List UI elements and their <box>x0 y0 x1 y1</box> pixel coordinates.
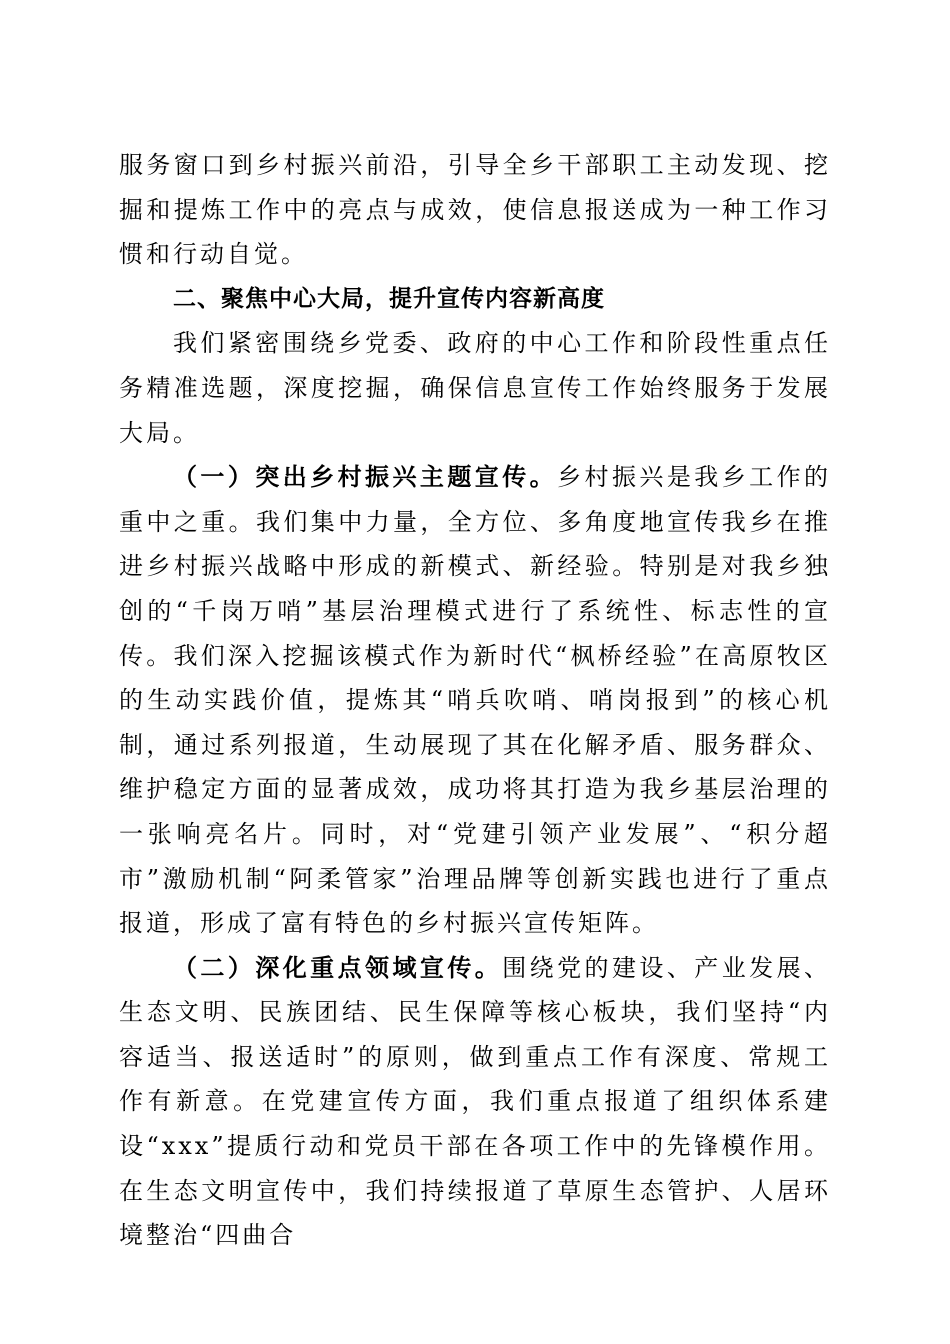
paragraph-text-1: 乡村振兴是我乡工作的重中之重。我们集中力量，全方位、多角度地宣传我乡在推进乡村振兴战略中形成的新模式、新经验。特别是对我乡独创的“千岗万哨”基层治理模式进行了系统性、标志性的宣传。我们深入挖掘该模式作为新时代“枫桥经验”在高原牧区的生动实践价值，提炼其“哨兵吹哨、哨岗报到”的核心机制，通过系列报道，生动展现了其在化解矛盾、服务群众、维护稳定方面的显著成效，成功将其打造为我乡基层治理的一张响亮名片。同时，对“党建引领产业发展”、“积分超市”激励机制“阿柔管家”治理品牌等创新实践也进行了重点报道，形成了富有特色的乡村振兴宣传矩阵。 <box>119 463 832 938</box>
paragraph-continuation: 服务窗口到乡村振兴前沿，引导全乡干部职工主动发现、挖掘和提炼工作中的亮点与成效，使信息报送成为一种工作习惯和行动自觉。 <box>119 151 831 269</box>
paragraph-key-areas <box>119 946 831 1258</box>
paragraph-rural-revitalization <box>119 455 831 946</box>
document-body <box>119 143 831 1258</box>
paragraph-intro: 我们紧密围绕乡党委、政府的中心工作和阶段性重点任务精准选题，深度挖掘，确保信息宣传工作始终服务于发展大局。 <box>119 329 831 447</box>
subsection-lead-2: （二）深化重点领域宣传。 <box>173 953 503 982</box>
section-heading: 二、聚焦中心大局，提升宣传内容新高度 <box>173 285 605 312</box>
paragraph-text-2: 围绕党的建设、产业发展、生态文明、民族团结、民生保障等核心板块，我们坚持“内容适当、报送适时”的原则，做到重点工作有深度、常规工作有新意。在党建宣传方面，我们重点报道了组织体系建设“xxx”提质行动和党员干部在各项工作中的先锋模作用。在生态文明宣传中，我们持续报道了草原生态管护、人居环境整治“四曲合 <box>119 953 832 1250</box>
subsection-lead-1: （一）突出乡村振兴主题宣传。 <box>173 463 558 492</box>
